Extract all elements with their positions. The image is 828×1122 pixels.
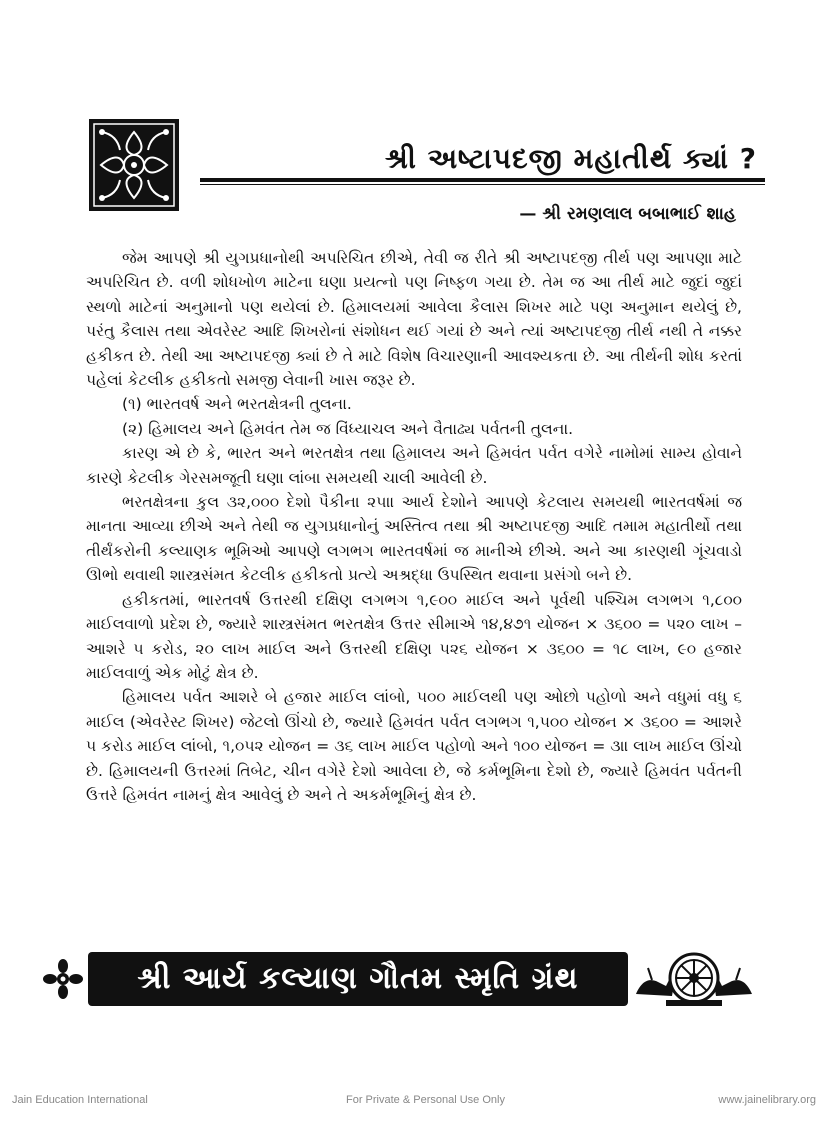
paragraph: કારણ એ છે કે, ભારત અને ભરતક્ષેત્ર તથા હિમાલય અને હિમવંત પર્વત વગેરે નામોમાં સામ્ય હોવાને કારણે કેટલીક ગેરસમજૂતી ઘણા લાંબા સમયથી ચાલી આવેલી છે.	[86, 444, 742, 487]
footer-center: For Private & Personal Use Only	[346, 1094, 505, 1106]
article-body	[86, 246, 742, 807]
paragraph: હકીકતમાં, ભારતવર્ષ ઉત્તરથી દક્ષિણ લગભગ ૧,૯૦૦ માઈલ અને પૂર્વથી પશ્ચિમ લગભગ ૧,૮૦૦ માઈલવાળો પ્રદેશ છે, જ્યારે શાસ્ત્રસંમત ભરતક્ષેત્ર ઉત્તર સીમાએ ૧૪,૪૭૧ યોજન × ૩૬૦૦ = ૫૨૦ લાખ – આશરે ૫ કરોડ, ૨૦ લાખ માઈલ અને ઉત્તરથી દક્ષિણ ૫૨૬ યોજન × ૩૬૦૦ = ૧૮ લાખ, ૯૦ હજાર માઈલવાળું એક મોટું ક્ષેત્ર છે.	[86, 590, 742, 682]
title-underline	[200, 178, 765, 185]
flower-ornament-icon	[40, 958, 86, 1000]
author-line: — શ્રી રમણલાલ બબાભાઈ શાહ	[519, 204, 736, 224]
footer-link[interactable]: www.jainelibrary.org	[718, 1094, 816, 1106]
floral-ornament-icon	[88, 118, 180, 212]
title-block	[200, 138, 765, 184]
paragraph: ભરતક્ષેત્રના કુલ ૩૨,૦૦૦ દેશો પૈકીના ૨૫ાા આર્ય દેશોને આપણે કેટલાય સમયથી ભારતવર્ષમાં જ માનતા આવ્યા છીએ અને તેથી જ યુગપ્રધાનોનું અસ્તિત્વ તથા શ્રી અષ્ટાપદજી આદિ તમામ મહાતીર્થો તથા તીર્થંકરોની કલ્યાણક ભૂમિઓ આપણે લગભગ ભારતવર્ષમાં જ માનીએ છીએ. અને આ કારણથી ગૂંચવાડો ઊભો થવાથી શાસ્ત્રસંમત કેટલીક હકીકતો પ્રત્યે અશ્રદ્ધા ઉપસ્થિત થવાના પ્રસંગો બને છે.	[86, 493, 742, 585]
dharma-chakra-deer-icon	[632, 950, 756, 1008]
page-title: શ્રી અષ્ટાપદજી મહાતીર્થ ક્યાં ?	[385, 142, 757, 175]
paragraph: જેમ આપણે શ્રી યુગપ્રધાનોથી અપરિચિત છીએ, તેવી જ રીતે શ્રી અષ્ટાપદજી તીર્થ પણ આપણા માટે અપરિચિત છે. વળી શોધખોળ માટેના ઘણા પ્રયત્નો પણ નિષ્ફળ ગયા છે. તેમ જ આ તીર્થ માટે જુદાં જુદાં સ્થળો માટેનાં અનુમાનો પણ થયેલાં છે. હિમાલયમાં આવેલા કૈલાસ શિખર માટે પણ અનુમાન થયેલું છે, પરંતુ કૈલાસ તથા એવરેસ્ટ આદિ શિખરોનાં સંશોધન થઈ ગયાં છે અને ત્યાં અષ્ટાપદજી તીર્થ નથી તે નક્કર હકીકત છે. તેથી આ અષ્ટાપદજી ક્યાં છે તે માટે વિશેષ વિચારણાની આવશ્યકતા છે. આ તીર્થની શોધ કરતાં પહેલાં કેટલીક હકીકતો સમજી લેવાની ખાસ જરૂર છે.	[86, 249, 742, 390]
list-item: (૨) હિમાલય અને હિમવંત તેમ જ વિંધ્યાચલ અને વૈતાઢ્ય પર્વતની તુલના.	[122, 419, 574, 438]
list-item: (૧) ભારતવર્ષ અને ભરતક્ષેત્રની તુલના.	[122, 395, 352, 414]
paragraph: હિમાલય પર્વત આશરે બે હજાર માઈલ લાંબો, ૫૦૦ માઈલથી પણ ઓછો પહોળો અને વધુમાં વધુ ૬ માઈલ (એવરેસ્ટ શિખર) જેટલો ઊંચો છે, જ્યારે હિમવંત પર્વત લગભગ ૧,૫૦૦ યોજન × ૩૬૦૦ = આશરે ૫ કરોડ માઈલ લાંબો, ૧,૦૫૨ યોજન = ૩૬ લાખ માઈલ પહોળો અને ૧૦૦ યોજન = ૩ાા લાખ માઈલ ઊંચો છે. હિમાલયની ઉત્તરમાં તિબેટ, ચીન વગેરે દેશો આવેલા છે, જે કર્મભૂમિના દેશો છે, જ્યારે હિમવંત પર્વતની ઉત્તરે હિમવંત નામનું ક્ષેત્ર આવેલું છે અને તે અકર્મભૂમિનું ક્ષેત્ર છે.	[86, 688, 742, 804]
banner-plate	[88, 952, 628, 1006]
footer-left: Jain Education International	[12, 1094, 148, 1106]
banner-title: શ્રી આર્ય કલ્યાણ ગૌતમ સ્મૃતિ ગ્રંથ	[137, 961, 579, 996]
book-title-banner	[40, 950, 756, 1008]
